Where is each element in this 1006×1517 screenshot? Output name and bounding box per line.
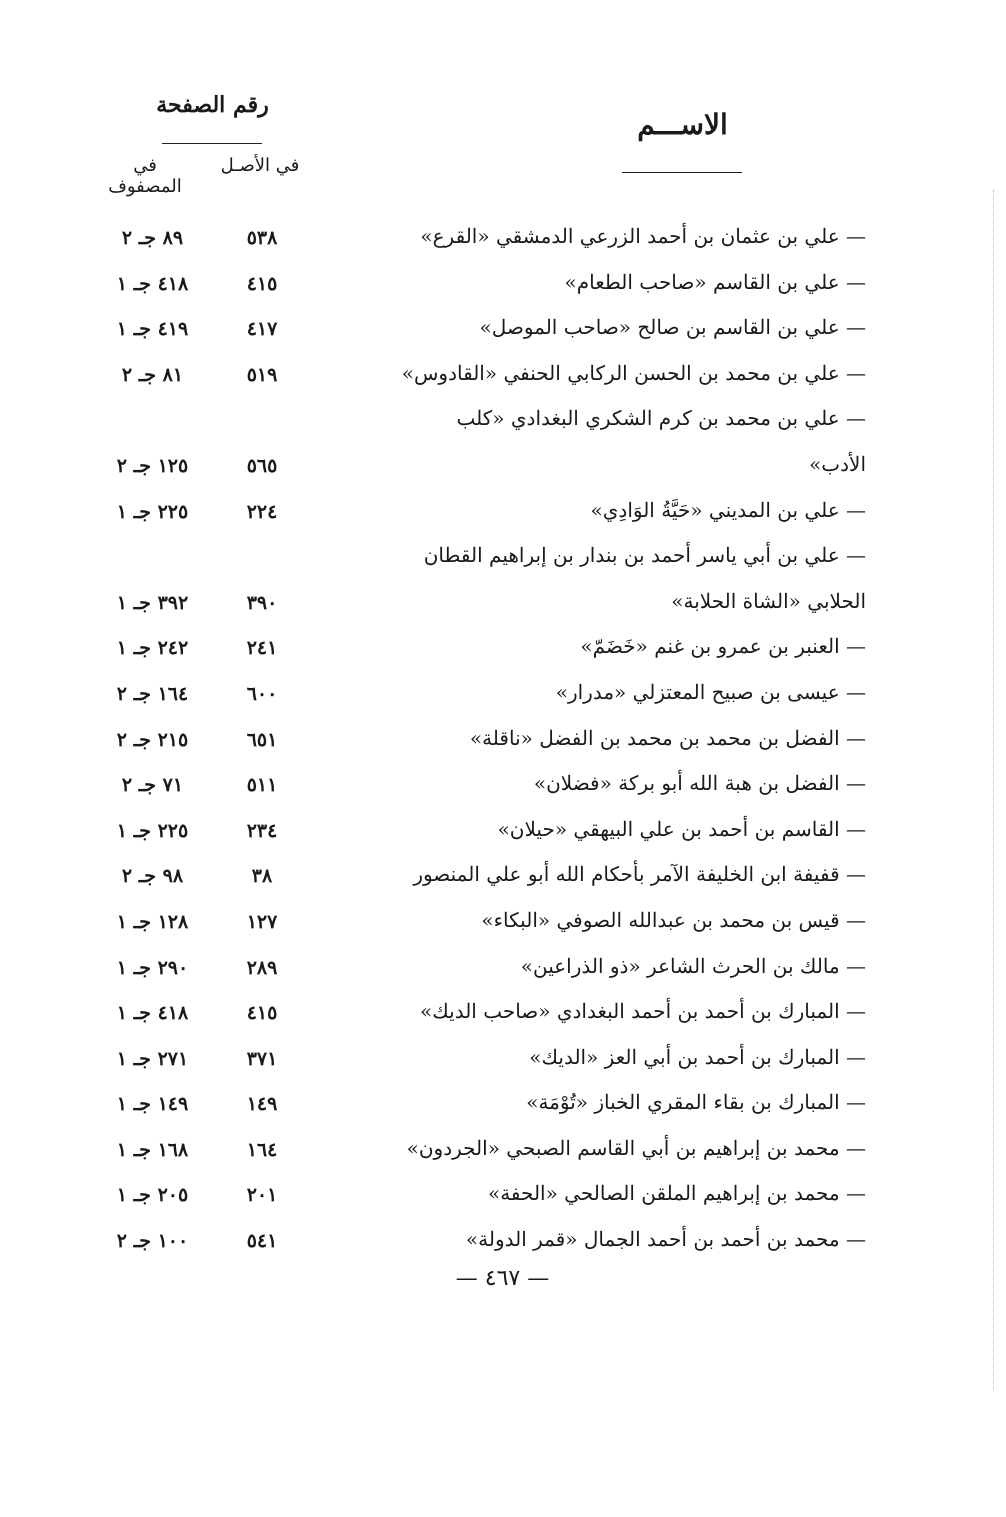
entry-typeset-page: ٤١٨ جـ ١ bbox=[116, 272, 189, 295]
entry-name: — المبارك بن بقاء المقري الخباز «تُوْمَة» bbox=[526, 1090, 866, 1115]
entry-original-page: ٣٨ bbox=[251, 865, 273, 888]
list-item bbox=[0, 537, 1006, 583]
entry-name: — علي بن أبي ياسر أحمد بن بندار بن إبراهيم القطان bbox=[423, 543, 866, 568]
entry-original-page: ٢٢٤ bbox=[246, 500, 278, 523]
entry-typeset-page: ١٢٨ جـ ١ bbox=[116, 910, 189, 933]
name-heading: الاســـم bbox=[637, 108, 728, 141]
entries-list bbox=[0, 218, 1006, 1267]
column-heading-original: في الأصـل bbox=[220, 155, 300, 176]
entry-name: — العنبر بن عمرو بن غنم «خَضَمّ» bbox=[580, 634, 866, 659]
entry-typeset-page: ٨١ جـ ٢ bbox=[121, 363, 184, 386]
entry-original-page: ٢٠١ bbox=[246, 1184, 278, 1207]
list-item bbox=[0, 628, 1006, 674]
list-item bbox=[0, 856, 1006, 902]
list-item bbox=[0, 902, 1006, 948]
entry-original-page: ٥٦٥ bbox=[246, 454, 278, 477]
entry-typeset-page: ٨٩ جـ ٢ bbox=[121, 227, 184, 249]
list-item bbox=[0, 1175, 1006, 1221]
entry-original-page: ٣٩٠ bbox=[246, 591, 278, 614]
list-item bbox=[0, 218, 1006, 264]
entry-typeset-page: ١٢٥ جـ ٢ bbox=[116, 454, 189, 477]
page-number-heading-rule bbox=[162, 143, 262, 144]
entry-name: — علي بن عثمان بن أحمد الزرعي الدمشقي «القرع» bbox=[420, 224, 866, 248]
list-item bbox=[0, 674, 1006, 720]
entry-name: — قفيفة ابن الخليفة الآمر بأحكام الله أبو علي المنصور bbox=[413, 862, 866, 887]
entry-typeset-page: ٢٠٥ جـ ١ bbox=[116, 1184, 189, 1207]
entry-name: الأدب» bbox=[809, 451, 866, 476]
entry-original-page: ٣٧١ bbox=[246, 1047, 278, 1070]
entry-typeset-page: ٢٢٥ جـ ١ bbox=[116, 500, 189, 523]
list-item bbox=[0, 1084, 1006, 1130]
list-item bbox=[0, 1130, 1006, 1176]
entry-typeset-page: ٤١٨ جـ ١ bbox=[116, 1002, 189, 1025]
entry-name: — الفضل بن هبة الله أبو بركة «فضلان» bbox=[533, 771, 866, 796]
entry-typeset-page: ٢٩٠ جـ ١ bbox=[116, 956, 189, 979]
entry-typeset-page: ٢٤٢ جـ ١ bbox=[116, 637, 189, 660]
entry-original-page: ٤١٥ bbox=[246, 272, 278, 295]
entry-original-page: ٢٨٩ bbox=[246, 956, 278, 979]
list-item bbox=[0, 948, 1006, 994]
entry-original-page: ٦٥١ bbox=[246, 728, 278, 751]
entry-original-page: ٥١١ bbox=[246, 774, 278, 797]
entry-typeset-page: ١٦٤ جـ ٢ bbox=[116, 682, 189, 705]
entry-name: — مالك بن الحرث الشاعر «ذو الذراعين» bbox=[520, 953, 866, 978]
entry-name: — القاسم بن أحمد بن علي البيهقي «حيلان» bbox=[497, 816, 866, 841]
entry-name: — علي بن محمد بن الحسن الركابي الحنفي «القادوس» bbox=[401, 360, 866, 385]
entry-name: — محمد بن إبراهيم بن أبي القاسم الصبحي «الجردون» bbox=[406, 1135, 866, 1160]
entry-name: — عيسى بن صبيح المعتزلي «مدرار» bbox=[555, 679, 866, 704]
entry-original-page: ٤١٧ bbox=[246, 318, 278, 341]
entry-name: — قيس بن محمد بن عبدالله الصوفي «البكاء» bbox=[481, 907, 866, 932]
entry-name: — علي بن المديني «حَيَّةُ الوَادِي» bbox=[590, 497, 866, 522]
entry-original-page: ٥٣٨ bbox=[246, 227, 278, 249]
entry-typeset-page: ٢١٥ جـ ٢ bbox=[116, 728, 189, 751]
entry-name: — الفضل بن محمد بن محمد بن الفضل «ناقلة» bbox=[469, 725, 866, 750]
entry-typeset-page: ٧١ جـ ٢ bbox=[121, 774, 184, 797]
entry-typeset-page: ٩٨ جـ ٢ bbox=[121, 865, 184, 888]
entry-original-page: ١٤٩ bbox=[246, 1093, 278, 1116]
list-item bbox=[0, 765, 1006, 811]
entry-typeset-page: ٤١٩ جـ ١ bbox=[116, 318, 189, 341]
list-item bbox=[0, 355, 1006, 401]
entry-original-page: ٥١٩ bbox=[246, 363, 278, 386]
list-item bbox=[0, 309, 1006, 355]
page-number-footer: — ٤٦٧ — bbox=[455, 1266, 550, 1291]
list-item bbox=[0, 583, 1006, 629]
entry-typeset-page: ١٤٩ جـ ١ bbox=[116, 1093, 189, 1116]
entry-name: — محمد بن أحمد بن أحمد الجمال «قمر الدولة» bbox=[465, 1227, 866, 1252]
list-item bbox=[0, 1039, 1006, 1085]
list-item bbox=[0, 811, 1006, 857]
entry-original-page: ١٢٧ bbox=[246, 910, 278, 933]
page-number-heading: رقم الصفحة bbox=[156, 92, 269, 118]
entry-typeset-page: ٣٩٢ جـ ١ bbox=[116, 591, 189, 614]
list-item bbox=[0, 446, 1006, 492]
entry-original-page: ١٦٤ bbox=[246, 1138, 278, 1161]
entry-original-page: ٦٠٠ bbox=[246, 682, 278, 705]
entry-name: — المبارك بن أحمد بن أبي العز «الديك» bbox=[529, 1044, 866, 1069]
entry-name: الحلابي «الشاة الحلابة» bbox=[671, 588, 866, 613]
entry-name: — علي بن القاسم بن صالح «صاحب الموصل» bbox=[479, 315, 866, 340]
entry-name: — محمد بن إبراهيم الملقن الصالحي «الحفة» bbox=[487, 1181, 866, 1206]
entry-typeset-page: ١٠٠ جـ ٢ bbox=[116, 1230, 189, 1253]
list-item bbox=[0, 720, 1006, 766]
entry-name: — علي بن القاسم «صاحب الطعام» bbox=[564, 269, 866, 294]
list-item bbox=[0, 492, 1006, 538]
list-item bbox=[0, 1221, 1006, 1267]
scan-edge-divider bbox=[993, 190, 994, 1390]
name-heading-rule bbox=[622, 172, 742, 173]
entry-original-page: ٢٤١ bbox=[246, 637, 278, 660]
entry-typeset-page: ٢٢٥ جـ ١ bbox=[116, 819, 189, 842]
entry-original-page: ٥٤١ bbox=[246, 1230, 278, 1253]
entry-name: — علي بن محمد بن كرم الشكري البغدادي «كلب bbox=[456, 406, 866, 431]
list-item bbox=[0, 400, 1006, 446]
column-heading-typeset: في المصفوف bbox=[108, 155, 182, 197]
entry-name: — المبارك بن أحمد بن أحمد البغدادي «صاحب الديك» bbox=[420, 999, 866, 1024]
entry-original-page: ٢٣٤ bbox=[246, 819, 278, 842]
entry-typeset-page: ١٦٨ جـ ١ bbox=[116, 1138, 189, 1161]
entry-original-page: ٤١٥ bbox=[246, 1002, 278, 1025]
entry-typeset-page: ٢٧١ جـ ١ bbox=[116, 1047, 189, 1070]
list-item bbox=[0, 264, 1006, 310]
list-item bbox=[0, 993, 1006, 1039]
